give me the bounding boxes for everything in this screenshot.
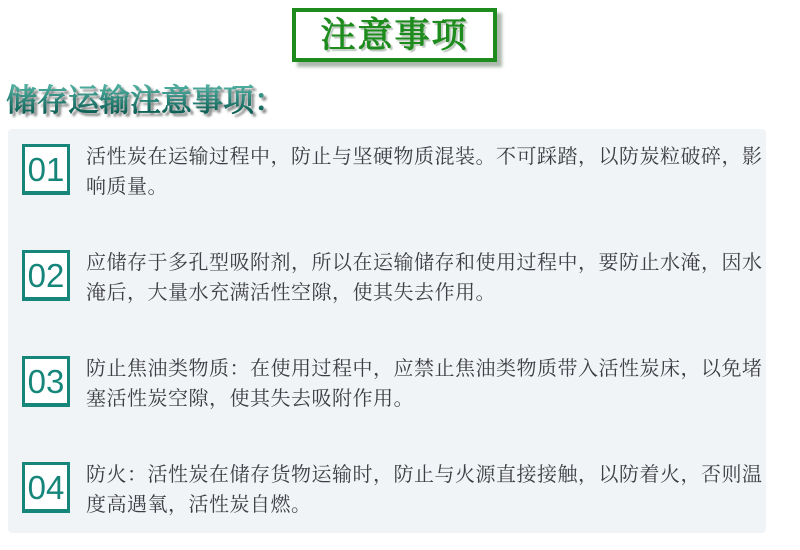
notice-item — [22, 354, 766, 414]
item-number: 03 — [27, 362, 65, 400]
item-number: 04 — [27, 468, 65, 506]
notice-item — [22, 142, 766, 202]
notice-item — [22, 460, 766, 520]
item-number-badge — [22, 250, 70, 301]
item-text: 应储存于多孔型吸附剂，所以在运输储存和使用过程中，要防止水淹，因水淹后，大量水充满活性空隙，使其失去作用。 — [86, 252, 763, 304]
page-title: 注意事项 — [320, 15, 469, 55]
item-number-badge — [22, 462, 70, 513]
page-title-banner — [292, 8, 497, 62]
section-heading: 储存运输注意事项： — [6, 83, 285, 118]
notice-panel — [8, 129, 766, 533]
item-number-badge — [22, 356, 70, 407]
item-number: 01 — [27, 150, 65, 188]
item-text: 活性炭在运输过程中，防止与坚硬物质混装。不可踩踏，以防炭粒破碎，影响质量。 — [86, 146, 763, 198]
item-text: 防止焦油类物质：在使用过程中，应禁止焦油类物质带入活性炭床，以免堵塞活性炭空隙，使其失去吸附作用。 — [86, 358, 763, 410]
item-number: 02 — [27, 256, 65, 294]
notice-item — [22, 248, 766, 308]
item-text: 防火：活性炭在储存货物运输时，防止与火源直接接触，以防着火，否则温度高遇氧，活性炭自燃。 — [86, 464, 763, 516]
item-number-badge — [22, 144, 70, 195]
